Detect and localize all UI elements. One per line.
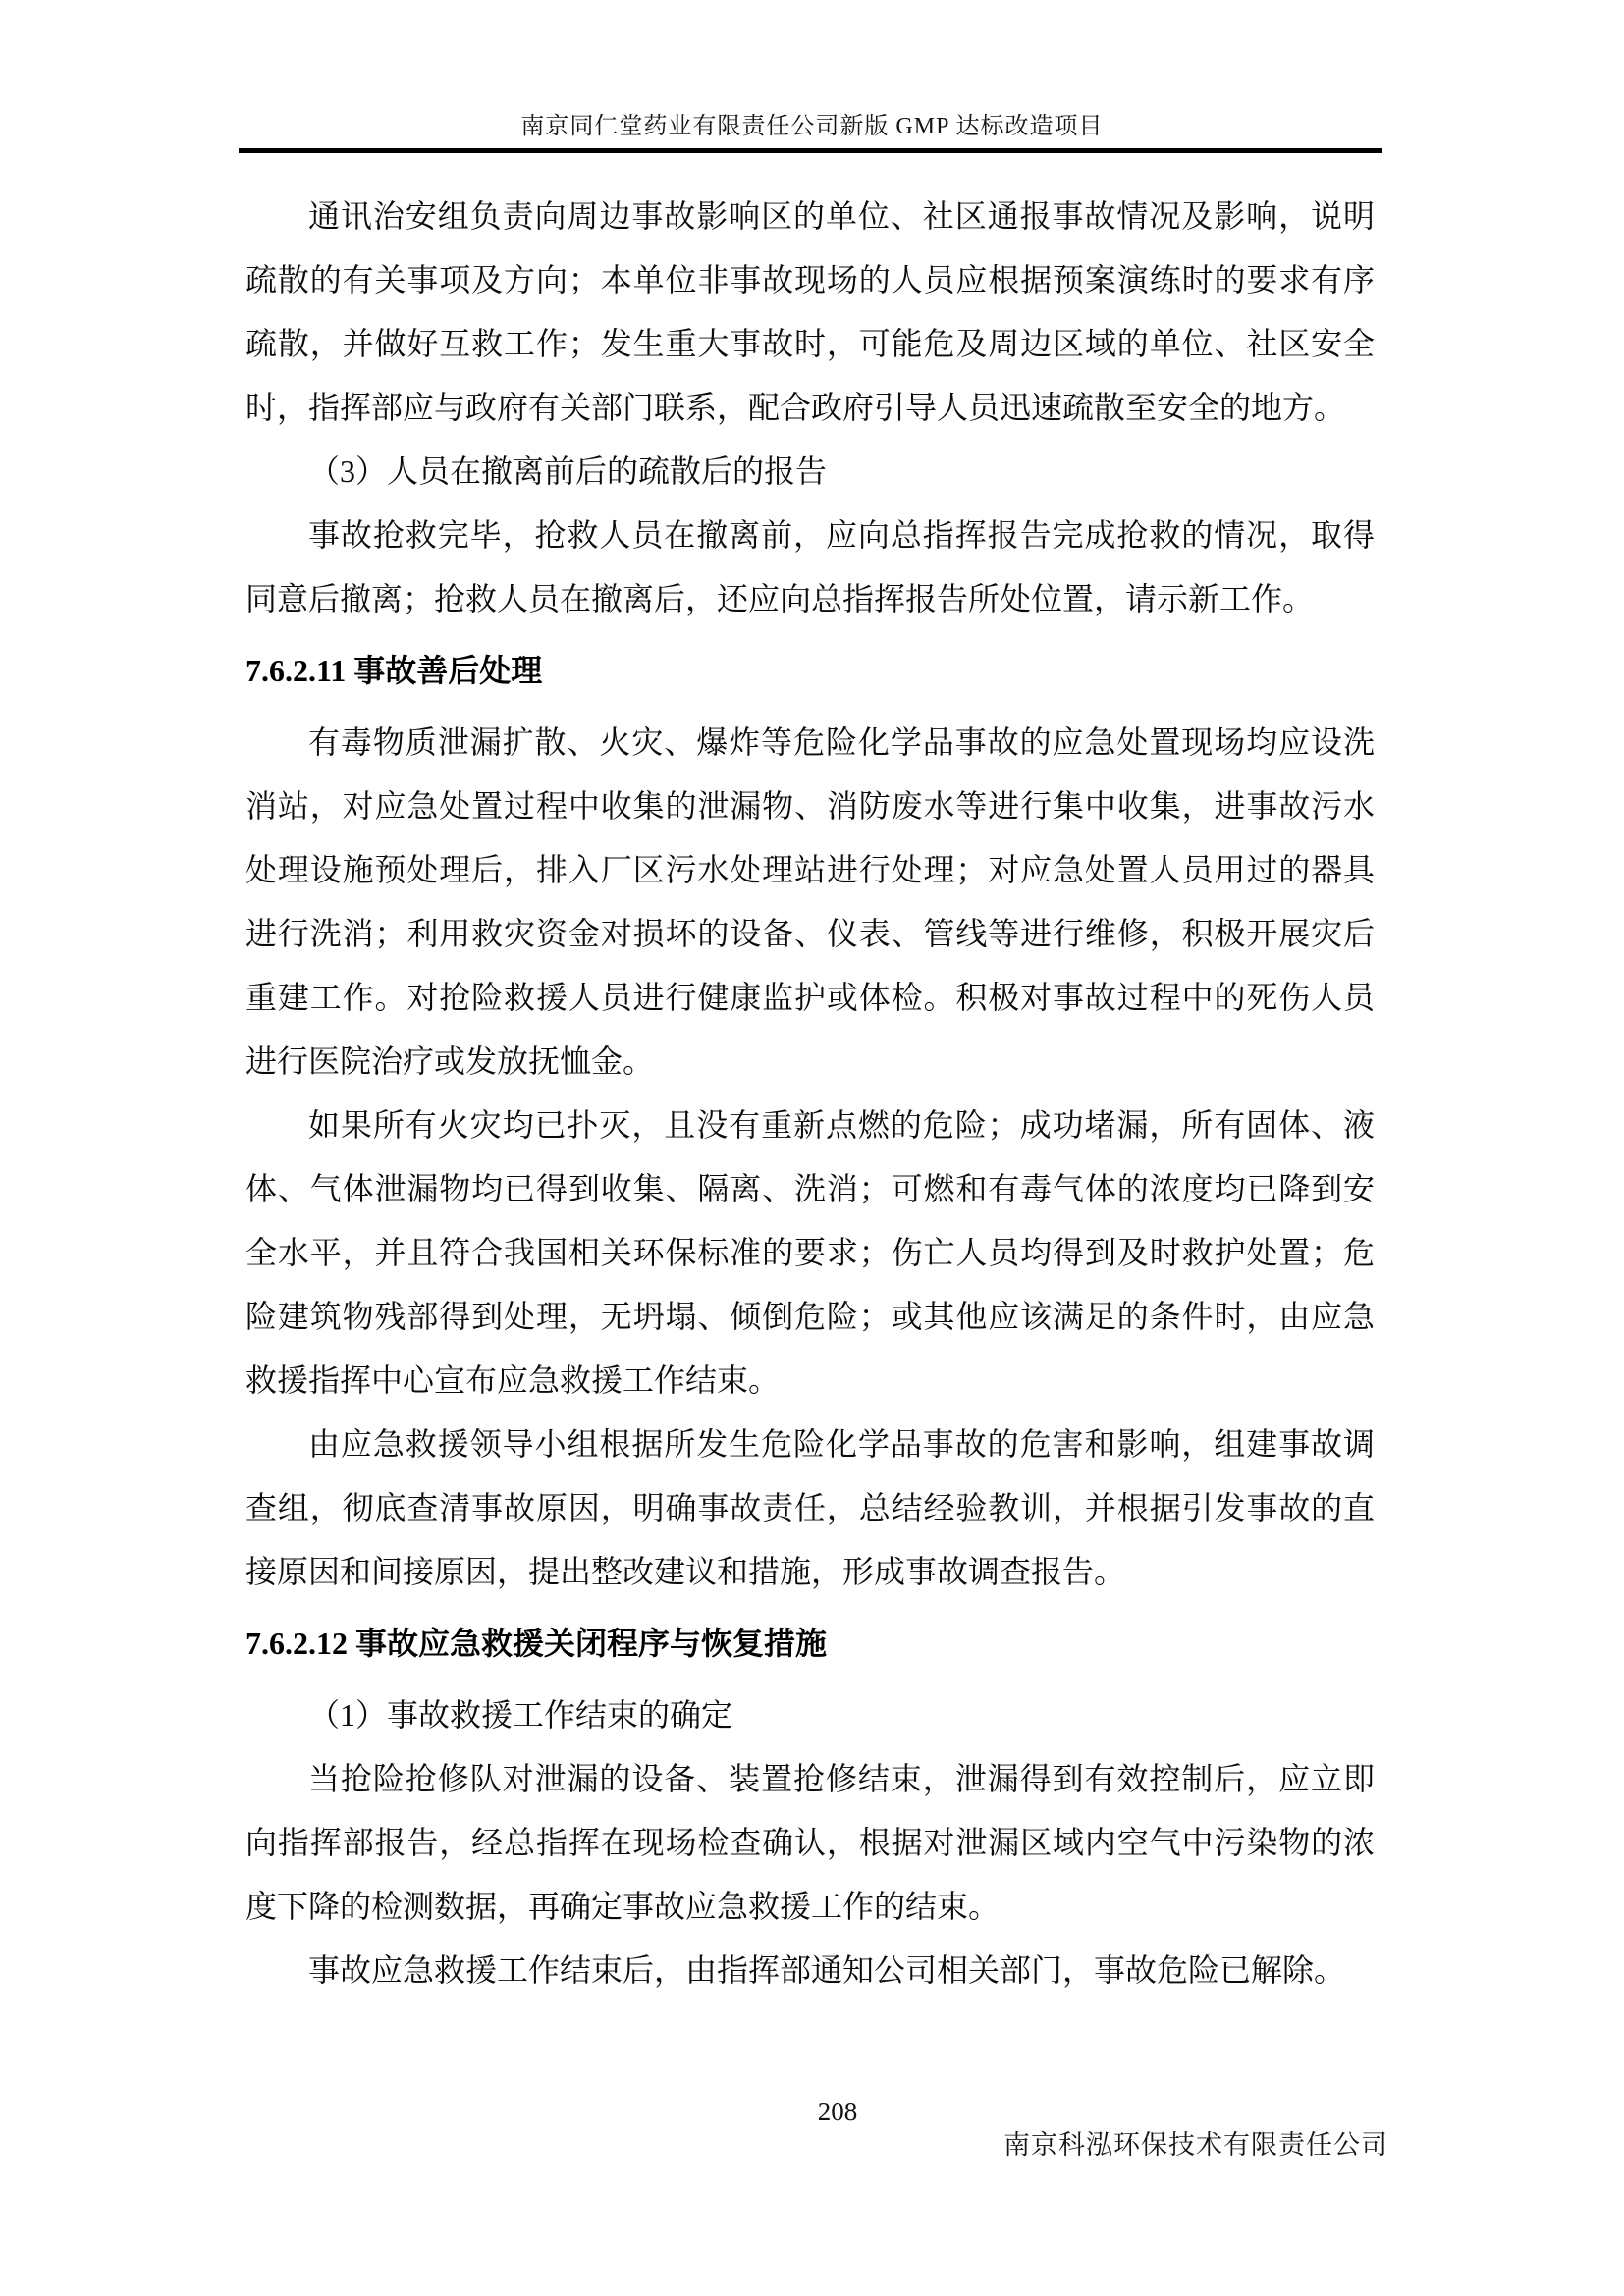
body-paragraph: 当抢险抢修队对泄漏的设备、装置抢修结束，泄漏得到有效控制后，应立即向指挥部报告，经总指挥在现场检查确认，根据对泄漏区域内空气中污染物的浓度下降的检测数据，再确定事故应急救援工作的结束。 <box>245 1761 1375 1924</box>
body-paragraph: （1）事故救援工作结束的确定 <box>308 1697 733 1733</box>
body-paragraph: 事故应急救援工作结束后，由指挥部通知公司相关部门，事故危险已解除。 <box>308 1952 1346 1988</box>
header-rule <box>239 148 1382 153</box>
body-paragraph: 事故抢救完毕，抢救人员在撤离前，应向总指挥报告完成抢救的情况，取得同意后撤离；抢救人员在撤离后，还应向总指挥报告所处位置，请示新工作。 <box>245 517 1375 616</box>
section-heading-7-6-2-11: 7.6.2.11 事故善后处理 <box>245 653 543 688</box>
body-paragraph: 有毒物质泄漏扩散、火灾、爆炸等危险化学品事故的应急处置现场均应设洗消站，对应急处置过程中收集的泄漏物、消防废水等进行集中收集，进事故污水处理设施预处理后，排入厂区污水处理站进行处理；对应急处置人员用过的器具进行洗消；利用救灾资金对损坏的设备、仪表、管线等进行维修，积极开展灾后重建工作。对抢险救援人员进行健康监护或体检。积极对事故过程中的死伤人员进行医院治疗或发放抚恤金。 <box>245 724 1375 1079</box>
document-body <box>245 185 1375 2002</box>
body-paragraph: 由应急救援领导小组根据所发生危险化学品事故的危害和影响，组建事故调查组，彻底查清事故原因，明确事故责任，总结经验教训，并根据引发事故的直接原因和间接原因，提出整改建议和措施，形成事故调查报告。 <box>245 1426 1375 1589</box>
page-number: 208 <box>817 2097 858 2126</box>
footer-company-name: 南京科泓环保技术有限责任公司 <box>1003 2130 1388 2160</box>
body-paragraph: 如果所有火灾均已扑灭，且没有重新点燃的危险；成功堵漏，所有固体、液体、气体泄漏物均已得到收集、隔离、洗消；可燃和有毒气体的浓度均已降到安全水平，并且符合我国相关环保标准的要求；伤亡人员均得到及时救护处置；危险建筑物残部得到处理，无坍塌、倾倒危险；或其他应该满足的条件时，由应急救援指挥中心宣布应急救援工作结束。 <box>245 1107 1375 1398</box>
body-paragraph: 通讯治安组负责向周边事故影响区的单位、社区通报事故情况及影响，说明疏散的有关事项及方向；本单位非事故现场的人员应根据预案演练时的要求有序疏散，并做好互救工作；发生重大事故时，可能危及周边区域的单位、社区安全时，指挥部应与政府有关部门联系，配合政府引导人员迅速疏散至安全的地方。 <box>245 198 1375 425</box>
section-heading-7-6-2-12: 7.6.2.12 事故应急救援关闭程序与恢复措施 <box>245 1626 828 1661</box>
body-paragraph: （3）人员在撤离前后的疏散后的报告 <box>308 454 828 489</box>
page-header-title: 南京同仁堂药业有限责任公司新版 GMP 达标改造项目 <box>520 114 1104 139</box>
